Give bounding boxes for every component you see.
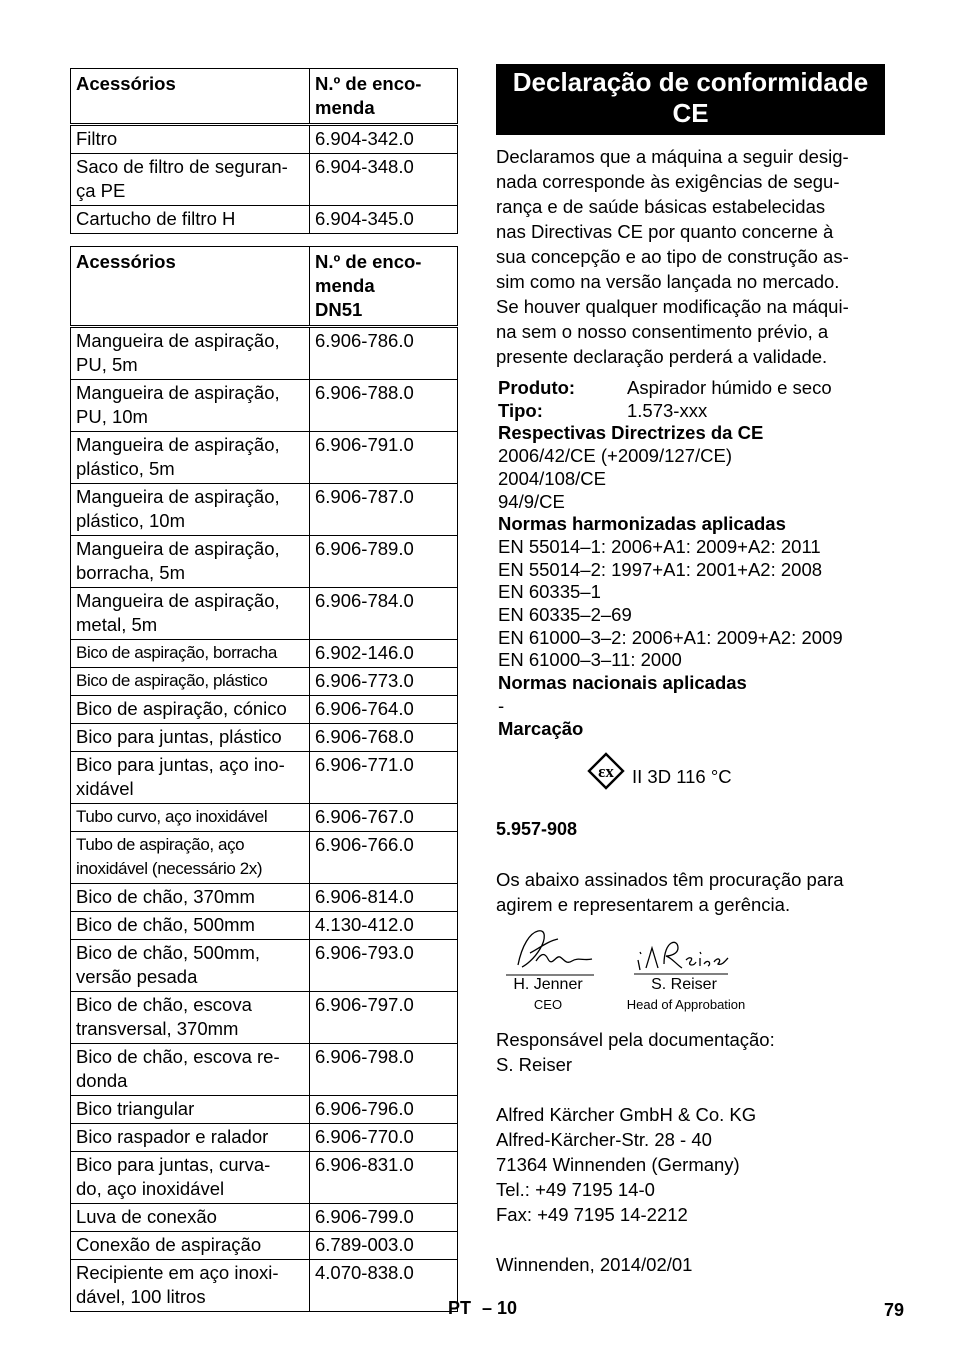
table-row [71, 484, 458, 536]
order-number: 6.902-146.0 [310, 640, 458, 668]
accessory-name: Mangueira de aspiração, metal, 5m [71, 588, 310, 640]
accessory-name: Bico de aspiração, borracha [71, 640, 310, 668]
table-row [71, 832, 458, 884]
national-value: - [498, 694, 505, 716]
order-number: 6.906-767.0 [310, 804, 458, 832]
table-row [71, 696, 458, 724]
order-number: 6.906-766.0 [310, 832, 458, 884]
order-number: 6.904-348.0 [310, 154, 458, 206]
harmonized-item: EN 61000–3–11: 2000 [498, 649, 682, 671]
order-number: 6.906-788.0 [310, 380, 458, 432]
signer2-role: Head of Approbation [626, 997, 746, 1012]
table-row [71, 125, 458, 154]
ex-symbol-text: εx [598, 762, 614, 781]
table-row [71, 1204, 458, 1232]
footer-lang-code: PT [448, 1298, 472, 1318]
header-order-number: N.º de enco- menda [310, 69, 458, 125]
accessory-name: Saco de filtro de seguran- ça PE [71, 154, 310, 206]
order-number: 6.906-798.0 [310, 1044, 458, 1096]
national-heading: Normas nacionais aplicadas [498, 672, 747, 694]
footer-language [448, 1298, 517, 1319]
order-number: 4.070-838.0 [310, 1260, 458, 1312]
doc-responsible: Responsável pela documentação: S. Reiser [496, 1029, 775, 1075]
order-number: 6.906-771.0 [310, 752, 458, 804]
accessory-name: Bico raspador e ralador [71, 1124, 310, 1152]
product-value: Aspirador húmido e seco [627, 377, 832, 398]
company-address: Alfred Kärcher GmbH & Co. KG Alfred-Kärcher-Str. 28 - 40 71364 Winnenden (Germany) Tel.: +49 7195 14-0 Fax: +49 7195 14-2212 [496, 1104, 757, 1225]
order-number: 6.904-342.0 [310, 125, 458, 154]
marking-heading: Marcação [498, 717, 584, 739]
table-row [71, 588, 458, 640]
table-row [71, 1044, 458, 1096]
ex-marking: II 3D 116 °C [632, 766, 732, 787]
accessory-name: Mangueira de aspiração, plástico, 10m [71, 484, 310, 536]
table-row [71, 1152, 458, 1204]
accessory-name: Bico para juntas, plástico [71, 724, 310, 752]
table-row [71, 724, 458, 752]
table-row [71, 154, 458, 206]
order-number: 6.906-786.0 [310, 327, 458, 380]
table-row [71, 752, 458, 804]
accessory-name: Bico de aspiração, cónico [71, 696, 310, 724]
accessory-name: Conexão de aspiração [71, 1232, 310, 1260]
order-number: 6.906-797.0 [310, 992, 458, 1044]
accessories-table-2 [70, 246, 458, 1312]
order-number: 6.906-770.0 [310, 1124, 458, 1152]
declaration-intro: Declaramos que a máquina a seguir desig- nada corresponde às exigências de segu- rança e de saúde básicas estabelecidas nas Directivas CE por quanto concerne à sua concepção e ao tipo de construção as- sim como na versão lançada no mercado. Se houver qualquer modificação na máqui- na sem o nosso consentimento prévio, a presente declaração perderá a validade. [496, 146, 849, 367]
accessory-name: Bico de aspiração, plástico [71, 668, 310, 696]
directive-item: 2006/42/CE (+2009/127/CE) [498, 445, 732, 467]
type-value: 1.573-xxx [627, 399, 708, 421]
header-accessories: Acessórios [71, 69, 310, 125]
part-number: 5.957-908 [496, 819, 578, 839]
table-row [71, 804, 458, 832]
accessory-name: Bico de chão, 370mm [71, 884, 310, 912]
accessory-name: Tubo curvo, aço inoxidável [71, 804, 310, 832]
accessory-name: Bico de chão, 500mm [71, 912, 310, 940]
accessory-name: Bico de chão, 500mm, versão pesada [71, 940, 310, 992]
accessory-name: Cartucho de filtro H [71, 206, 310, 234]
table-row [71, 940, 458, 992]
product-row [498, 377, 888, 400]
declaration-title [496, 64, 885, 135]
order-number: 6.906-768.0 [310, 724, 458, 752]
accessory-name: Bico triangular [71, 1096, 310, 1124]
directive-item: 94/9/CE [498, 490, 565, 512]
signer2-name: S. Reiser [651, 976, 717, 993]
order-number: 6.906-789.0 [310, 536, 458, 588]
product-label: Produto: [498, 377, 576, 398]
harmonized-heading: Normas harmonizadas aplicadas [498, 513, 786, 535]
accessory-name: Bico de chão, escova re- donda [71, 1044, 310, 1096]
table-header-row [71, 247, 458, 327]
order-number: 6.906-831.0 [310, 1152, 458, 1204]
declaration-title-text: Declaração de conformidade CE [512, 67, 869, 128]
harmonized-item: EN 55014–2: 1997+A1: 2001+A2: 2008 [498, 558, 823, 580]
table-row [71, 640, 458, 668]
signature-jenner-icon [500, 925, 600, 977]
table-row [71, 884, 458, 912]
page-number: 79 [884, 1300, 905, 1320]
table-header-row [71, 69, 458, 125]
type-row [498, 400, 888, 423]
accessory-name: Mangueira de aspiração, PU, 10m [71, 380, 310, 432]
table-row [71, 912, 458, 940]
table-row [71, 380, 458, 432]
order-number: 6.906-814.0 [310, 884, 458, 912]
directive-item: 2004/108/CE [498, 467, 607, 489]
accessory-name: Mangueira de aspiração, PU, 5m [71, 327, 310, 380]
table-row [71, 1096, 458, 1124]
table-row [71, 1260, 458, 1312]
declaration-specs [498, 377, 888, 740]
signature-reiser-icon [630, 930, 730, 976]
order-number: 6.906-799.0 [310, 1204, 458, 1232]
signer1-role: CEO [533, 997, 563, 1012]
table-row [71, 992, 458, 1044]
order-number: 4.130-412.0 [310, 912, 458, 940]
signatories-text: Os abaixo assinados têm procuração para agirem e representarem a gerência. [496, 869, 844, 915]
type-label: Tipo: [498, 399, 543, 421]
accessory-name: Bico para juntas, aço ino- xidável [71, 752, 310, 804]
order-number: 6.906-796.0 [310, 1096, 458, 1124]
directives-heading: Respectivas Directrizes da CE [498, 422, 764, 444]
table-row [71, 327, 458, 380]
footer-inner-page: – 10 [482, 1298, 518, 1318]
header-order-number: N.º de enco- menda DN51 [310, 247, 458, 327]
accessory-name: Mangueira de aspiração, borracha, 5m [71, 536, 310, 588]
signer1-name: H. Jenner [513, 976, 583, 993]
harmonized-item: EN 60335–2–69 [498, 604, 632, 626]
accessory-name: Recipiente em aço inoxi- dável, 100 litros [71, 1260, 310, 1312]
table-row [71, 206, 458, 234]
table-row [71, 668, 458, 696]
order-number: 6.904-345.0 [310, 206, 458, 234]
order-number: 6.906-793.0 [310, 940, 458, 992]
table-row [71, 1232, 458, 1260]
accessory-name: Bico para juntas, curva- do, aço inoxidável [71, 1152, 310, 1204]
accessory-name: Bico de chão, escova transversal, 370mm [71, 992, 310, 1044]
accessory-name: Luva de conexão [71, 1204, 310, 1232]
order-number: 6.906-764.0 [310, 696, 458, 724]
harmonized-item: EN 60335–1 [498, 581, 601, 603]
table-row [71, 432, 458, 484]
order-number: 6.906-784.0 [310, 588, 458, 640]
place-date: Winnenden, 2014/02/01 [496, 1254, 693, 1275]
accessory-name: Filtro [71, 125, 310, 154]
order-number: 6.906-791.0 [310, 432, 458, 484]
table-row [71, 536, 458, 588]
accessories-table-1 [70, 68, 458, 234]
accessory-name: Mangueira de aspiração, plástico, 5m [71, 432, 310, 484]
table-row [71, 1124, 458, 1152]
ex-hexagon-icon [586, 752, 626, 790]
order-number: 6.906-773.0 [310, 668, 458, 696]
order-number: 6.906-787.0 [310, 484, 458, 536]
order-number: 6.789-003.0 [310, 1232, 458, 1260]
harmonized-item: EN 55014–1: 2006+A1: 2009+A2: 2011 [498, 535, 821, 557]
accessory-name: Tubo de aspiração, aço inoxidável (necessário 2x) [71, 832, 310, 884]
harmonized-item: EN 61000–3–2: 2006+A1: 2009+A2: 2009 [498, 626, 843, 648]
header-accessories: Acessórios [71, 247, 310, 327]
